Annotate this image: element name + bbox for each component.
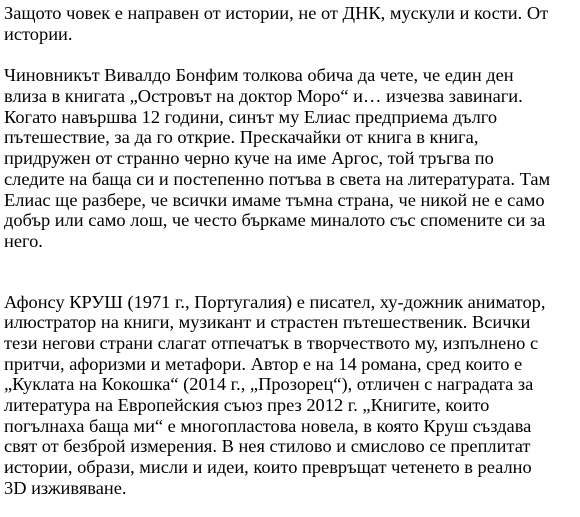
text-line: пътешествие, за да го открие. Прескачайки от книга в книга,	[4, 127, 479, 148]
text-line: Елиас ще разбере, че всички имаме тъмна страна, че никой не е само	[4, 189, 545, 210]
text-line: следите на баща си и постепенно потъва в света на литературата. Там	[4, 168, 551, 189]
document-page	[4, 3, 576, 498]
paragraph-gap	[4, 252, 576, 292]
text-line: тези негови страни слагат отпечатък в творчеството му, изпълнено с	[4, 332, 539, 353]
text-line: притчи, афоризми и метафори. Автор е на 14 романа, сред които е	[4, 353, 523, 374]
text-line: илюстратор на книги, музикант и страстен пътешественик. Всички	[4, 312, 531, 333]
text-line: него.	[4, 230, 43, 251]
text-line: литература на Европейския съюз през 2012 г. „Книгите, които	[4, 395, 490, 415]
text-line: истории, образи, мисли и идеи, които превръщат четенето в реално	[4, 457, 532, 478]
text-line: 3D изживяване.	[4, 477, 127, 498]
text-line: Когато навършва 12 години, синът му Елиас предприема дълго	[4, 106, 498, 127]
text-line: погълнаха баща ми“ е многопластова новела, в която Круш създава	[4, 415, 532, 436]
text-line: Защото човек е направен от истории, не от ДНК, мускули и кости. От	[4, 3, 549, 23]
text-line: придружен от странно черно куче на име Аргос, той тръгва по	[4, 148, 494, 169]
text-line: влиза в книгата „Островът на доктор Моро“ и… изчезва завинаги.	[4, 86, 523, 107]
book-summary-paragraph	[4, 65, 576, 251]
intro-quote	[4, 3, 576, 44]
text-line: свят от безброй измерения. В нея стилово и смислово се преплитат	[4, 436, 531, 457]
text-line: добър или само лош, че често бъркаме миналото със спомените си за	[4, 210, 546, 231]
text-line: истории.	[4, 23, 73, 44]
text-line: Афонсу КРУШ (1971 г., Португалия) е писател, ху-дожник аниматор,	[4, 291, 546, 312]
paragraph-gap	[4, 44, 576, 65]
author-bio-paragraph	[4, 292, 576, 499]
text-line: „Куклата на Кокошка“ (2014 г., „Прозорец“), отличен с наградата за	[4, 374, 534, 395]
text-line: Чиновникът Вивалдо Бонфим толкова обича да чете, че един ден	[4, 65, 514, 86]
